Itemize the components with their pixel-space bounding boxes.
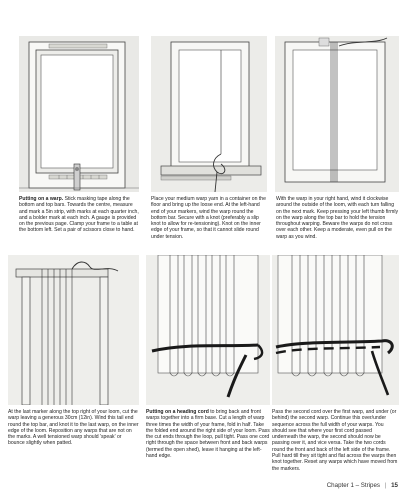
caption-text: Pass the second cord over the first warp, and under (or behind) the second warp. Continue this over/under sequence across the full width of your warps. You should see that where your first cord passed underneath the warp, the second should now be passing over it, and vice versa. Take the two cords round the front and back of the left side of the frame. Pull hard till they sit tight and flat across the warps then knot together. Reset any warps which have moved from the markers. <box>272 409 398 472</box>
footer-separator: | <box>384 482 387 489</box>
caption-text: Place your medium warp yarn in a container on the floor and bring up the loose end. At the left-hand end of your markers, wind the warp round the bottom bar. Secure with a knot (preferably a slip knot to allow for re-tensioning). Knot on the inner edge of your frame, so that it cannot slide round under tension. <box>151 196 266 240</box>
illustration-heading-cord <box>146 255 270 405</box>
page-footer <box>327 482 398 489</box>
caption-lead: Putting on a warp. <box>19 196 64 202</box>
illustration-frame-with-tape <box>19 36 139 192</box>
caption-text: Stick masking tape along the bottom and top bars. Towards the centre, measure and mark a 5in strip, with marks at each quarter inch, and a bolder mark at each inch. A gauge is provided on the previous page. Clamp your frame to a table at the bottom left. Set a pair of scissors close to hand. <box>19 196 139 234</box>
caption-text: At the last marker along the top right of your loom, cut the warp leaving a generous 30cm (12in). Wind this tail end round the top bar, and knot it to the last warp, on the inner edge of the loom. Reposition any warps that are not on the marks. A well tensioned warp should 'speak' or bounce slightly when patted. <box>8 409 139 447</box>
caption-tie-warp <box>151 196 267 240</box>
page-number: 15 <box>391 482 398 489</box>
caption-cut-warp <box>8 409 139 447</box>
caption-text: With the warp in your right hand, wind it clockwise around the outside of the loom, with each turn falling on the next mark. Keep pressing your left thumb firmly on the warp along the top bar to hold the tension throughout warping. Beware the warps do not cross over each other. Keep a moderate, even pull on the warp as you wind. <box>276 196 399 240</box>
illustration-completed-warp <box>8 255 139 405</box>
chapter-label: Chapter 1 – Stripes <box>326 482 381 489</box>
illustration-tie-warp <box>151 36 267 192</box>
caption-text: to bring back and front warps together into a firm base. Cut a length of warp three times the width of your frame, fold in half. Take the folded end around the right side of your loom. Pass the cut ends through the loop, pull tight. Pass one cord right through the space between front and back warps (termed the open shed), leave it hanging at the left-hand edge. <box>146 409 270 460</box>
illustration-twining-cord <box>272 255 399 405</box>
illustration-winding-warps <box>275 36 399 192</box>
caption-twining-cord <box>272 409 399 472</box>
caption-heading-cord <box>146 409 270 459</box>
caption-lead: Putting on a heading cord <box>146 409 209 415</box>
caption-putting-on-warp <box>19 196 139 234</box>
caption-winding-warps <box>276 196 399 240</box>
